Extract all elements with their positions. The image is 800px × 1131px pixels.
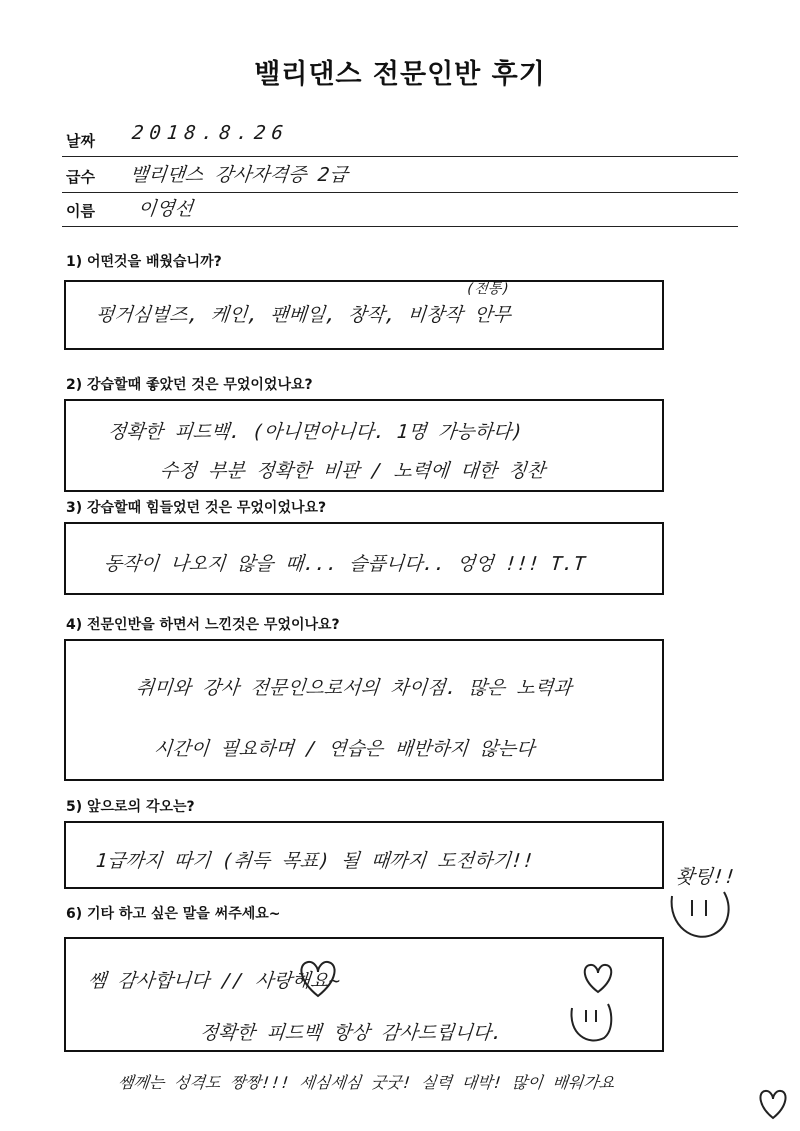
info-divider [62,156,738,157]
heart-icon [580,962,616,994]
answer-2-line-1: 정확한 피드백. (아니면아니다. 1명 가능하다) [106,421,524,443]
page-title: 밸리댄스 전문인반 후기 [254,59,546,90]
question-4-label: 4) 전문인반을 하면서 느낀것은 무었이나요? [66,617,340,633]
grade-value: 밸리댄스 강사자격증 2급 [128,164,349,186]
answer-1-line-1: 펑거심벌즈, 케인, 팬베일, 창작, 비창작 안무 [94,304,512,326]
answer-1-annotation: (전통) [465,281,511,297]
heart-icon [296,958,340,1000]
name-label: 이름 [66,202,95,220]
answer-5-annotation: 홧팅!! [674,866,737,888]
date-label: 날짜 [66,132,95,150]
info-divider [62,226,738,227]
date-value: 2018.8.26 [130,122,291,144]
smiley-doodle-icon [664,886,734,946]
question-3-label: 3) 강습할때 힘들었던 것은 무었이었나요? [66,500,327,516]
answer-6-annotation: 쌤께는 성격도 짱짱!!! 세심세심 굿굿! 실력 대박! 많이 배워가요 [117,1073,616,1092]
info-divider [62,192,738,193]
answer-6-line-2: 정확한 피드백 항상 감사드립니다. [198,1022,504,1044]
answer-4-line-2: 시간이 필요하며 / 연습은 배반하지 않는다 [152,738,536,760]
question-1-label: 1) 어떤것을 배웠습니까? [66,254,222,270]
question-6-label: 6) 기타 하고 싶은 말을 써주세요~ [66,906,281,922]
grade-label: 급수 [66,168,95,186]
answer-2-line-2: 수정 부분 정확한 비판 / 노력에 대한 칭찬 [158,460,547,482]
answer-6-line-1: 쌤 감사합니다 // 사랑해요~ [86,970,342,992]
smiley-doodle-icon [566,1000,614,1048]
answer-5-line-1: 1급까지 따기 (취득 목표) 될 때까지 도전하기!! [94,850,535,872]
answer-4-line-1: 취미와 강사 전문인으로서의 차이점. 많은 노력과 [134,677,573,699]
question-5-label: 5) 앞으로의 각오는? [66,799,195,815]
name-value: 이영선 [136,198,195,220]
answer-3-line-1: 동작이 나오지 않을 때... 슬픕니다.. 엉엉 !!! T.T [102,553,587,575]
question-2-label: 2) 강습할때 좋았던 것은 무었이었나요? [66,377,313,393]
heart-icon [756,1088,790,1120]
